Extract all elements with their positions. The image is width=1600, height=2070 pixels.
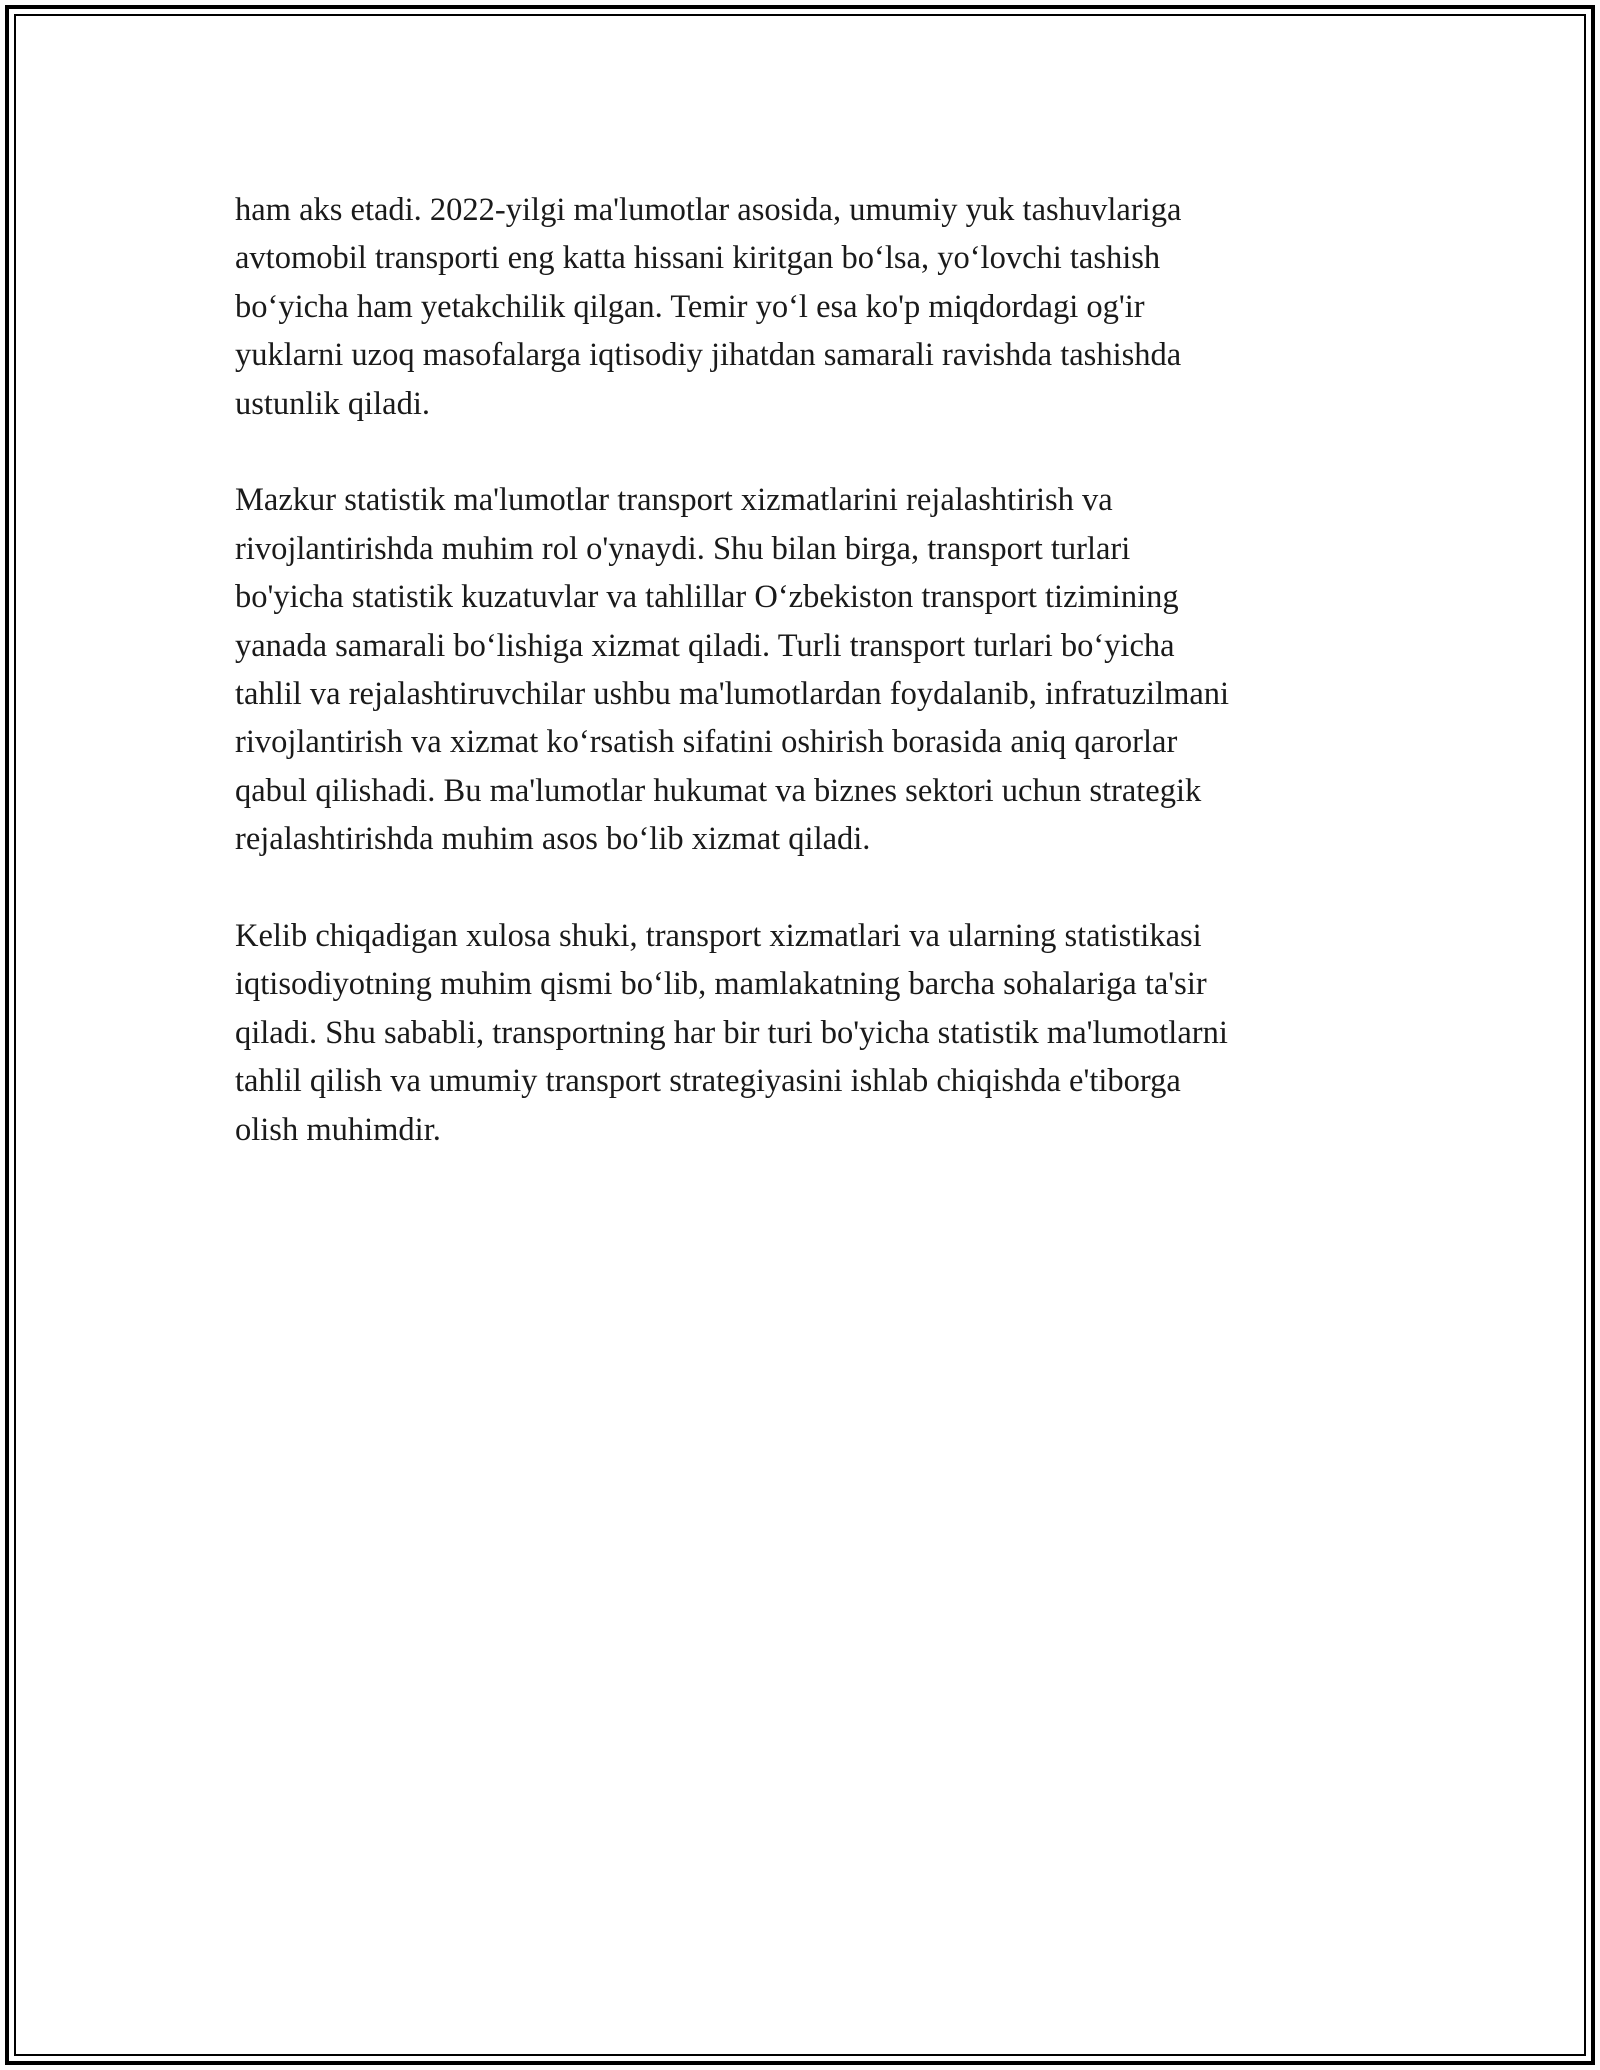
text-line: rejalashtirishda muhim asos bo‘lib xizmat qiladi. <box>235 821 871 858</box>
text-line: avtomobil transporti eng katta hissani kiritgan bo‘lsa, yo‘lovchi tashish <box>235 240 1161 277</box>
text-line: ustunlik qiladi. <box>235 385 430 422</box>
text-line: tahlil va rejalashtiruvchilar ushbu ma'lumotlardan foydalanib, infratuzilmani <box>235 676 1230 713</box>
document-body <box>235 186 1365 1202</box>
text-line: Mazkur statistik ma'lumotlar transport xizmatlarini rejalashtirish va <box>235 482 1113 519</box>
paragraph-conclusion <box>235 912 1365 1154</box>
text-line: yuklarni uzoq masofalarga iqtisodiy jihatdan samarali ravishda tashishda <box>235 337 1182 374</box>
text-line: qiladi. Shu sababli, transportning har bir turi bo'yicha statistik ma'lumotlarni <box>235 1014 1228 1051</box>
text-line: Kelib chiqadigan xulosa shuki, transport xizmatlari va ularning statistikasi <box>235 918 1202 955</box>
text-line: olish muhimdir. <box>235 1111 441 1148</box>
paragraph-statistics-role <box>235 476 1365 863</box>
text-line: bo‘yicha ham yetakchilik qilgan. Temir yo‘l esa ko'p miqdordagi og'ir <box>235 288 1145 325</box>
text-line: rivojlantirishda muhim rol o'ynaydi. Shu bilan birga, transport turlari <box>235 530 1131 567</box>
text-line: qabul qilishadi. Bu ma'lumotlar hukumat va biznes sektori uchun strategik <box>235 772 1202 809</box>
text-line: bo'yicha statistik kuzatuvlar va tahlillar O‘zbekiston transport tizimining <box>235 579 1179 616</box>
text-line: ham aks etadi. 2022-yilgi ma'lumotlar asosida, umumiy yuk tashuvlariga <box>235 192 1182 228</box>
text-line: yanada samarali bo‘lishiga xizmat qiladi. Turli transport turlari bo‘yicha <box>235 627 1175 664</box>
text-line: tahlil qilish va umumiy transport strategiyasini ishlab chiqishda e'tiborga <box>235 1063 1181 1100</box>
text-line: iqtisodiyotning muhim qismi bo‘lib, mamlakatning barcha sohalariga ta'sir <box>235 966 1207 1003</box>
text-line: rivojlantirish va xizmat ko‘rsatish sifatini oshirish borasida aniq qarorlar <box>235 724 1178 761</box>
paragraph-transport-share <box>235 186 1365 428</box>
